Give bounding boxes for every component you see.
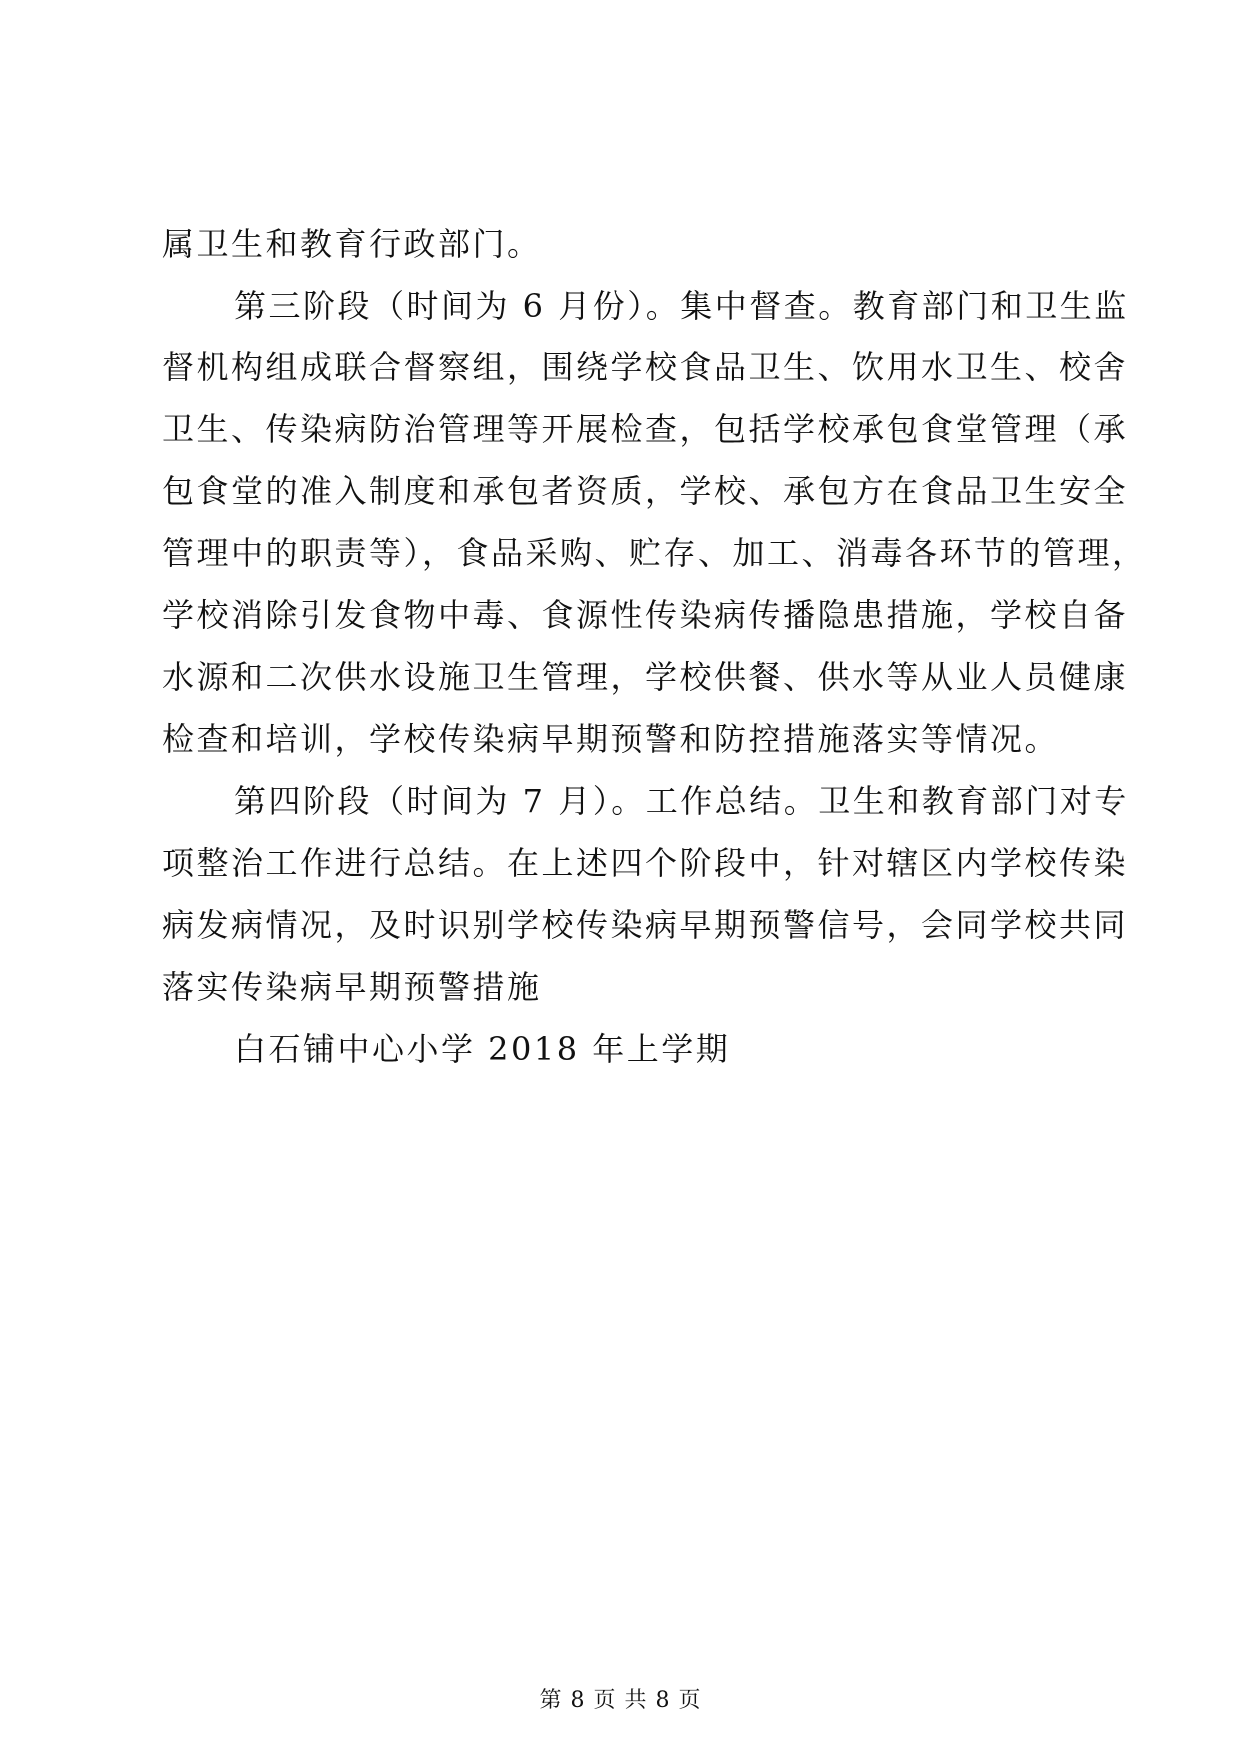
body-line-11: 项整治工作进行总结。在上述四个阶段中，针对辖区内学校传染	[162, 844, 1129, 882]
page-number-footer: 第 8 页 共 8 页	[539, 1688, 702, 1713]
body-line-5: 包食堂的准入制度和承包者资质，学校、承包方在食品卫生安全	[162, 472, 1129, 510]
body-line-10: 第四阶段（时间为 7 月）。工作总结。卫生和教育部门对专	[234, 782, 1129, 820]
body-line-6: 管理中的职责等），食品采购、贮存、加工、消毒各环节的管理，	[162, 534, 1147, 572]
body-line-13: 落实传染病早期预警措施	[162, 968, 542, 1006]
signature-line: 白石铺中心小学 2018 年上学期	[234, 1030, 731, 1068]
body-line-8: 水源和二次供水设施卫生管理，学校供餐、供水等从业人员健康	[162, 658, 1129, 696]
body-line-7: 学校消除引发食物中毒、食源性传染病传播隐患措施，学校自备	[162, 596, 1129, 634]
body-line-9: 检查和培训，学校传染病早期预警和防控措施落实等情况。	[162, 720, 1060, 758]
body-line-2: 第三阶段（时间为 6 月份）。集中督查。教育部门和卫生监	[234, 287, 1129, 325]
body-line-3: 督机构组成联合督察组，围绕学校食品卫生、饮用水卫生、校舍	[162, 348, 1129, 386]
body-line-1: 属卫生和教育行政部门。	[162, 225, 542, 263]
body-line-4: 卫生、传染病防治管理等开展检查，包括学校承包食堂管理（承	[162, 410, 1129, 448]
body-line-12: 病发病情况，及时识别学校传染病早期预警信号，会同学校共同	[162, 906, 1129, 944]
